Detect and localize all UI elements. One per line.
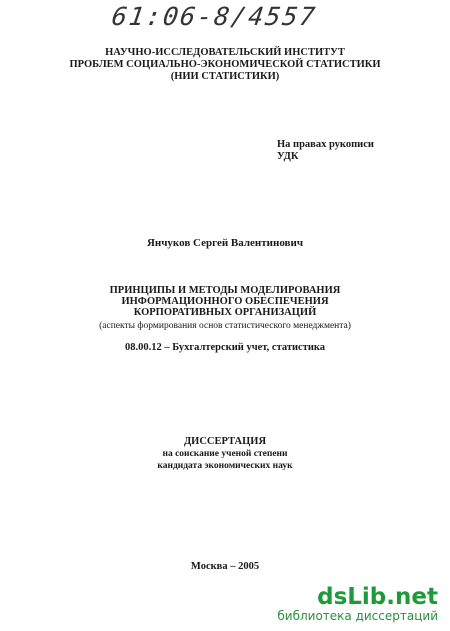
city-year: Москва – 2005 — [190, 561, 260, 572]
dslib-logo[interactable] — [277, 585, 438, 609]
dissertation-title — [0, 285, 450, 318]
title-line: ИНФОРМАЦИОННОГО ОБЕСПЕЧЕНИЯ — [121, 296, 329, 307]
dissertation-label: ДИССЕРТАЦИЯ — [183, 436, 267, 447]
title-line: ПРИНЦИПЫ И МЕТОДЫ МОДЕЛИРОВАНИЯ — [109, 285, 341, 296]
manuscript-rights-block — [277, 139, 374, 163]
institute-line: ПРОБЛЕМ СОЦИАЛЬНО-ЭКОНОМИЧЕСКОЙ СТАТИСТИКИ — [69, 59, 381, 70]
archive-number-handwritten: 61:06-8/4557 — [109, 2, 319, 31]
udk-label: УДК — [277, 151, 299, 162]
degree-info — [0, 449, 450, 472]
manuscript-rights-text: На правах рукописи — [277, 139, 374, 150]
institute-line: НАУЧНО-ИССЛЕДОВАТЕЛЬСКИЙ ИНСТИТУТ — [105, 47, 345, 58]
title-line: КОРПОРАТИВНЫХ ОРГАНИЗАЦИЙ — [133, 307, 317, 318]
institute-name — [0, 47, 450, 83]
degree-line: кандидата экономических наук — [157, 460, 293, 471]
dissertation-subtitle: (аспекты формирования основ статистического менеджмента) — [99, 321, 351, 331]
logo-part-dot: . — [386, 584, 396, 610]
specialty-code: 08.00.12 – Бухгалтерский учет, статистика — [124, 342, 326, 353]
degree-line: на соискание ученой степени — [162, 449, 288, 459]
author-name: Янчуков Сергей Валентинович — [146, 237, 304, 249]
institute-line: (НИИ СТАТИСТИКИ) — [170, 71, 280, 82]
logo-part-lib: Lib — [347, 584, 387, 610]
watermark-tagline: библиотека диссертаций — [277, 609, 438, 623]
logo-part-net: net — [395, 584, 438, 610]
dslib-watermark[interactable] — [277, 585, 438, 623]
logo-part-ds: ds — [317, 584, 348, 610]
